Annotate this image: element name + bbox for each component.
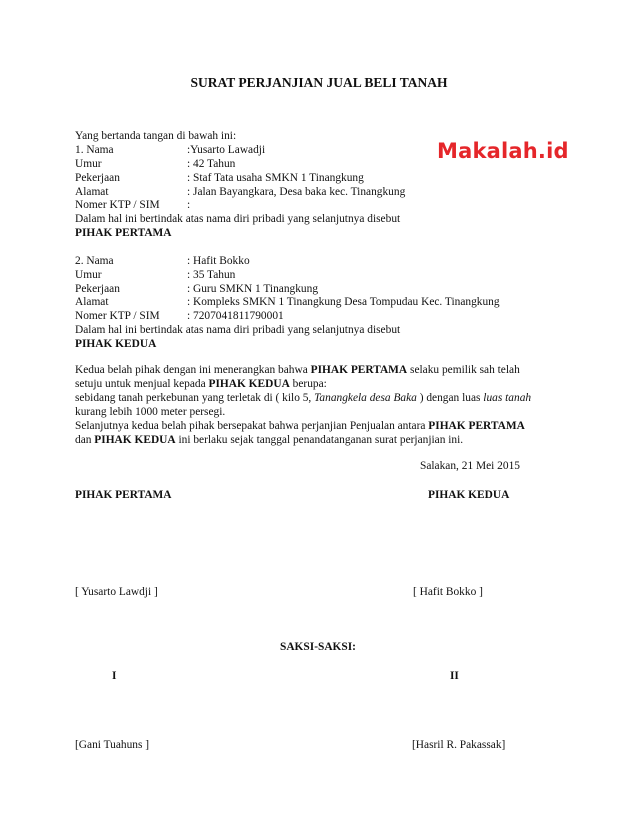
witnesses-heading: SAKSI-SAKSI: <box>280 641 356 653</box>
party1-age-label: Umur <box>75 158 102 170</box>
party1-job-value: : Staf Tata usaha SMKN 1 Tinangkung <box>187 172 364 184</box>
body-line-5-a: Selanjutnya kedua belah pihak bersepakat bahwa perjanjian Penjualan antara <box>75 420 429 432</box>
party1-age-value: : 42 Tahun <box>187 158 236 170</box>
body-line-6-a: dan <box>75 434 95 446</box>
body-line-1-c: selaku pemilik sah telah <box>407 364 520 376</box>
body-line-3 <box>75 391 531 405</box>
party1-job-label: Pekerjaan <box>75 172 120 184</box>
party1-id-value: : <box>187 199 191 211</box>
party1-name-value: :Yusarto Lawadji <box>187 144 266 156</box>
body-line-6 <box>75 433 463 447</box>
body-line-3-c: ) dengan luas <box>416 392 484 404</box>
party1-designation: PIHAK PERTAMA <box>75 227 172 239</box>
party2-designation: PIHAK KEDUA <box>75 338 157 350</box>
witness-1-number: I <box>112 670 117 682</box>
party1-statement: Dalam hal ini bertindak atas nama diri pribadi yang selanjutnya disebut <box>75 213 401 225</box>
party1-address-value: : Jalan Bayangkara, Desa baka kec. Tinangkung <box>187 186 406 198</box>
body-line-1-party: PIHAK PERTAMA <box>310 364 408 376</box>
signature-heading-party2: PIHAK KEDUA <box>428 489 510 501</box>
body-line-6-c: ini berlaku sejak tanggal penandatanganan surat perjanjian ini. <box>175 434 464 446</box>
witness-2-name: [Hasril R. Pakassak] <box>412 739 506 751</box>
body-line-3-a: sebidang tanah perkebunan yang terletak di ( kilo 5, <box>75 392 315 404</box>
party2-address-value: : Kompleks SMKN 1 Tinangkung Desa Tompudau Kec. Tinangkung <box>187 296 500 308</box>
body-line-2-c: berupa: <box>289 378 327 390</box>
body-line-1-a: Kedua belah pihak dengan ini menerangkan bahwa <box>75 364 311 376</box>
body-line-6-party: PIHAK KEDUA <box>94 434 176 446</box>
party2-id-value: : 7207041811790001 <box>187 310 284 322</box>
party1-id-label: Nomer KTP / SIM <box>75 199 160 211</box>
party2-job-label: Pekerjaan <box>75 283 120 295</box>
body-line-5 <box>75 419 525 433</box>
intro-text: Yang bertanda tangan di bawah ini: <box>75 130 237 142</box>
party2-job-value: : Guru SMKN 1 Tinangkung <box>187 283 319 295</box>
body-line-3-area: luas tanah <box>483 392 532 404</box>
body-line-4: kurang lebih 1000 meter persegi. <box>75 406 226 418</box>
signature-name-party1: [ Yusarto Lawdji ] <box>75 586 158 598</box>
body-line-2 <box>75 377 327 391</box>
signature-name-party2: [ Hafit Bokko ] <box>413 586 483 598</box>
signature-heading-party1: PIHAK PERTAMA <box>75 489 172 501</box>
body-line-3-location: Tanangkela desa Baka <box>314 392 417 404</box>
watermark-logo: Makalah.id <box>437 139 569 163</box>
witness-1-name: [Gani Tuahuns ] <box>75 739 150 751</box>
party1-address-label: Alamat <box>75 186 109 198</box>
party2-statement: Dalam hal ini bertindak atas nama diri pribadi yang selanjutnya disebut <box>75 324 401 336</box>
document-title: SURAT PERJANJIAN JUAL BELI TANAH <box>190 75 448 90</box>
body-line-5-party: PIHAK PERTAMA <box>428 420 525 432</box>
party2-name-value: : Hafit Bokko <box>187 255 250 267</box>
party1-name-label: 1. Nama <box>75 144 114 156</box>
party2-id-label: Nomer KTP / SIM <box>75 310 160 322</box>
witness-2-number: II <box>450 670 459 682</box>
body-line-2-party: PIHAK KEDUA <box>208 378 290 390</box>
body-line-1 <box>75 363 520 377</box>
party2-age-label: Umur <box>75 269 102 281</box>
place-date: Salakan, 21 Mei 2015 <box>420 460 520 472</box>
party2-name-label: 2. Nama <box>75 255 114 267</box>
body-line-2-a: setuju untuk menjual kepada <box>75 378 209 390</box>
party2-age-value: : 35 Tahun <box>187 269 236 281</box>
party2-address-label: Alamat <box>75 296 109 308</box>
